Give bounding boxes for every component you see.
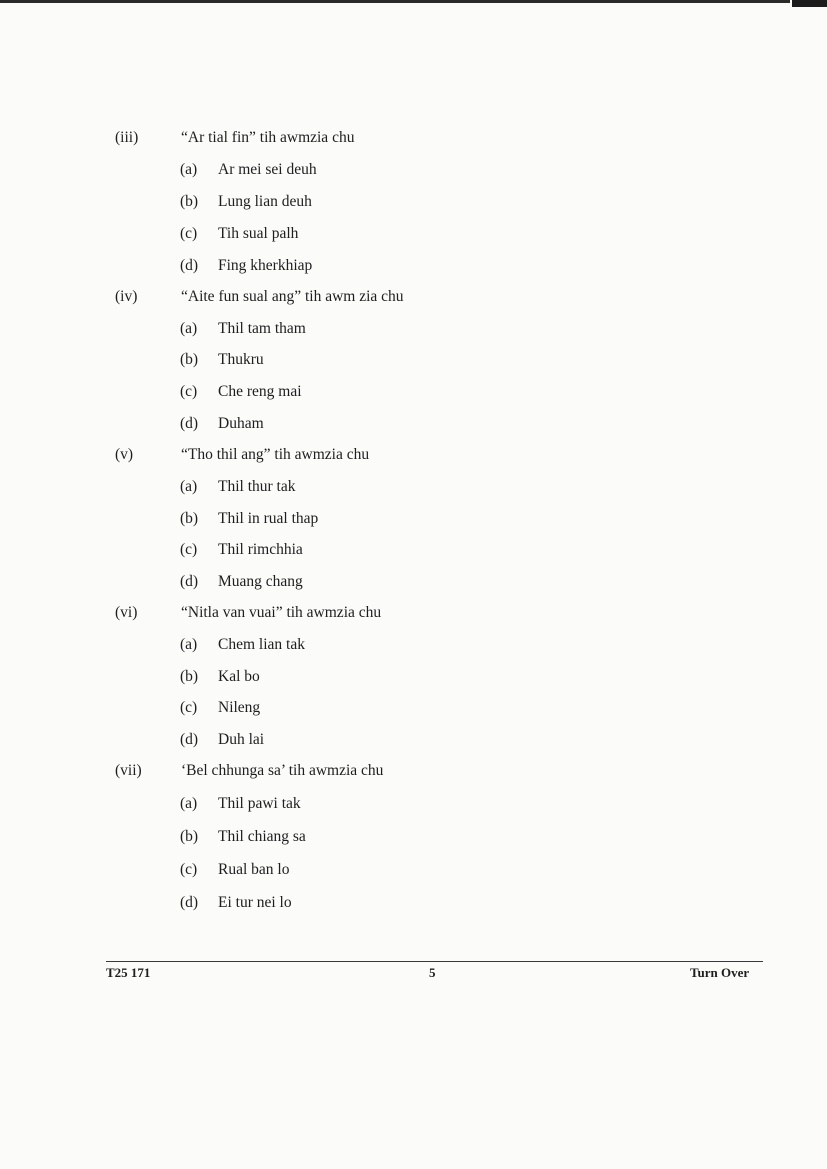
option-text: Tih sual palh: [218, 225, 299, 242]
option-letter: (a): [180, 161, 198, 178]
option-text: Thil pawi tak: [218, 795, 301, 812]
question-text: “Nitla van vuai” tih awmzia chu: [181, 604, 382, 621]
option-text: Thil in rual thap: [218, 510, 319, 527]
question-text: ‘Bel chhunga sa’ tih awmzia chu: [181, 762, 384, 779]
question-number: (iii): [115, 129, 139, 146]
option-text: Fing kherkhiap: [218, 257, 313, 274]
option-text: Kal bo: [218, 668, 260, 685]
option-letter: (b): [180, 828, 199, 845]
option-letter: (d): [180, 415, 199, 432]
option-letter: (c): [180, 699, 198, 716]
option-text: Chem lian tak: [218, 636, 305, 653]
turn-over-label: Turn Over: [690, 965, 750, 980]
top-border-mark: [792, 0, 827, 7]
option-text: Thil chiang sa: [218, 828, 306, 845]
option-text: Muang chang: [218, 573, 303, 590]
question-number: (iv): [115, 288, 138, 305]
option-text: Rual ban lo: [218, 861, 290, 878]
question-number: (vi): [115, 604, 138, 621]
option-letter: (c): [180, 383, 198, 400]
option-text: Nileng: [218, 699, 261, 716]
option-letter: (d): [180, 257, 199, 274]
option-letter: (a): [180, 478, 198, 495]
option-text: Lung lian deuh: [218, 193, 312, 210]
option-text: Duh lai: [218, 731, 265, 748]
question-number: (v): [115, 446, 134, 463]
option-text: Duham: [218, 415, 264, 432]
option-letter: (c): [180, 225, 198, 242]
option-letter: (d): [180, 731, 199, 748]
question-text: “Tho thil ang” tih awmzia chu: [181, 446, 370, 463]
paper-code: T25 171: [106, 965, 151, 980]
option-letter: (b): [180, 193, 199, 210]
option-letter: (d): [180, 894, 199, 911]
option-text: Thil thur tak: [218, 478, 296, 495]
page-number: 5: [429, 965, 436, 980]
option-letter: (c): [180, 861, 198, 878]
option-letter: (a): [180, 636, 198, 653]
question-text: “Aite fun sual ang” tih awm zia chu: [181, 288, 404, 305]
option-letter: (b): [180, 510, 199, 527]
option-letter: (b): [180, 668, 199, 685]
option-text: Ar mei sei deuh: [218, 161, 317, 178]
option-text: Thil rimchhia: [218, 541, 303, 558]
question-number: (vii): [115, 762, 142, 779]
option-text: Thil tam tham: [218, 320, 306, 337]
question-text: “Ar tial fin” tih awmzia chu: [181, 129, 355, 146]
option-text: Ei tur nei lo: [218, 894, 292, 911]
top-border-line: [0, 0, 790, 3]
option-text: Che reng mai: [218, 383, 302, 400]
option-letter: (b): [180, 351, 199, 368]
footer-divider: [106, 961, 763, 962]
option-letter: (d): [180, 573, 199, 590]
option-text: Thukru: [218, 351, 264, 368]
option-letter: (c): [180, 541, 198, 558]
option-letter: (a): [180, 795, 198, 812]
option-letter: (a): [180, 320, 198, 337]
